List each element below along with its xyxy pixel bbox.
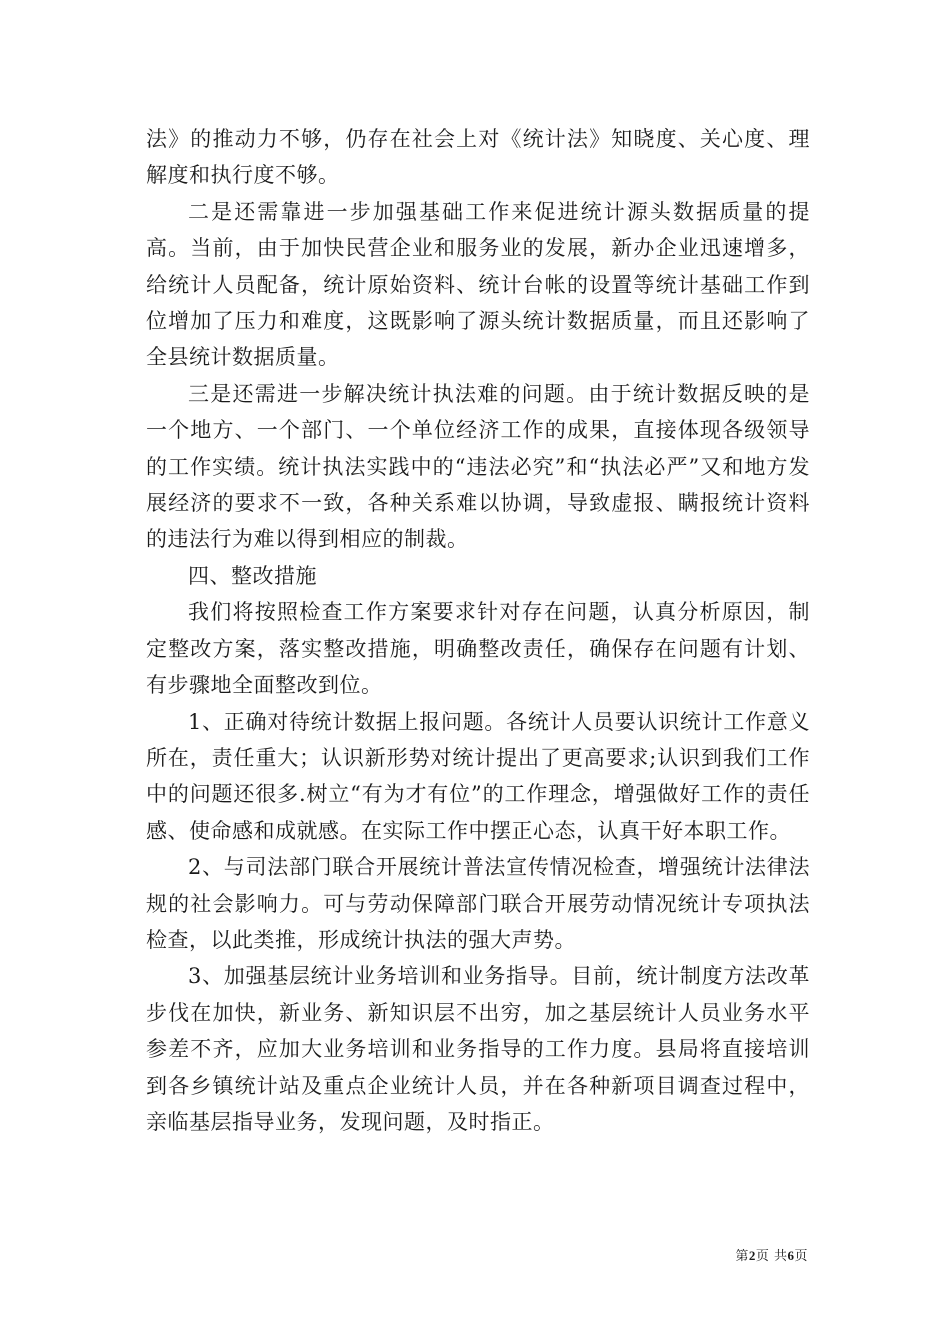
paragraph-8: 3、加强基层统计业务培训和业务指导。目前，统计制度方法改革步伐在加快，新业务、新知识层不出穷，加之基层统计人员业务水平参差不齐，应加大业务培训和业务指导的工作力度。县局将直接培训到各乡镇统计站及重点企业统计人员，并在各种新项目调查过程中，亲临基层指导业务，发现问题，及时指正。 (146, 964, 810, 1134)
current-page-number: 2 (748, 1248, 756, 1263)
total-page-number: 6 (787, 1248, 795, 1263)
paragraph-3: 三是还需进一步解决统计执法难的问题。由于统计数据反映的是一个地方、一个部门、一个单位经济工作的成果，直接体现各级领导的工作实绩。统计执法实践中的“违法必究”和“执法必严”又和地方发展经济的要求不一致，各种关系难以协调，导致虚报、瞒报统计资料的违法行为难以得到相应的制裁。 (146, 381, 810, 552)
footer-prefix: 第 (735, 1249, 749, 1264)
paragraph-1: 法》的推动力不够，仍存在社会上对《统计法》知晓度、关心度、理解度和执行度不够。 (146, 127, 810, 188)
paragraph-7: 2、与司法部门联合开展统计普法宣传情况检查，增强统计法律法规的社会影响力。可与劳动保障部门联合开展劳动情况统计专项执法检查，以此类推，形成统计执法的强大声势。 (146, 855, 810, 952)
footer-suffix: 页 (794, 1249, 808, 1264)
section-heading: 四、整改措施 (188, 563, 317, 588)
paragraph-5: 我们将按照检查工作方案要求针对存在问题，认真分析原因，制定整改方案，落实整改措施，明确整改责任，确保存在问题有计划、有步骤地全面整改到位。 (146, 600, 810, 698)
paragraph-6: 1、正确对待统计数据上报问题。各统计人员要认识统计工作意义所在，责任重大；认识新形势对统计提出了更高要求;认识到我们工作中的问题还很多.树立“有为才有位”的工作理念，增强做好工作的责任感、使命感和成就感。在实际工作中摆正心态，认真干好本职工作。 (146, 709, 810, 843)
paragraph-2: 二是还需靠进一步加强基础工作来促进统计源头数据质量的提高。当前，由于加快民营企业和服务业的发展，新办企业迅速增多，给统计人员配备，统计原始资料、统计台帐的设置等统计基础工作到位增加了压力和难度，这既影响了源头统计数据质量，而且还影响了全县统计数据质量。 (146, 199, 810, 370)
page-footer (735, 1245, 808, 1264)
document-body (146, 121, 810, 1140)
footer-middle: 页 共 (755, 1249, 788, 1264)
